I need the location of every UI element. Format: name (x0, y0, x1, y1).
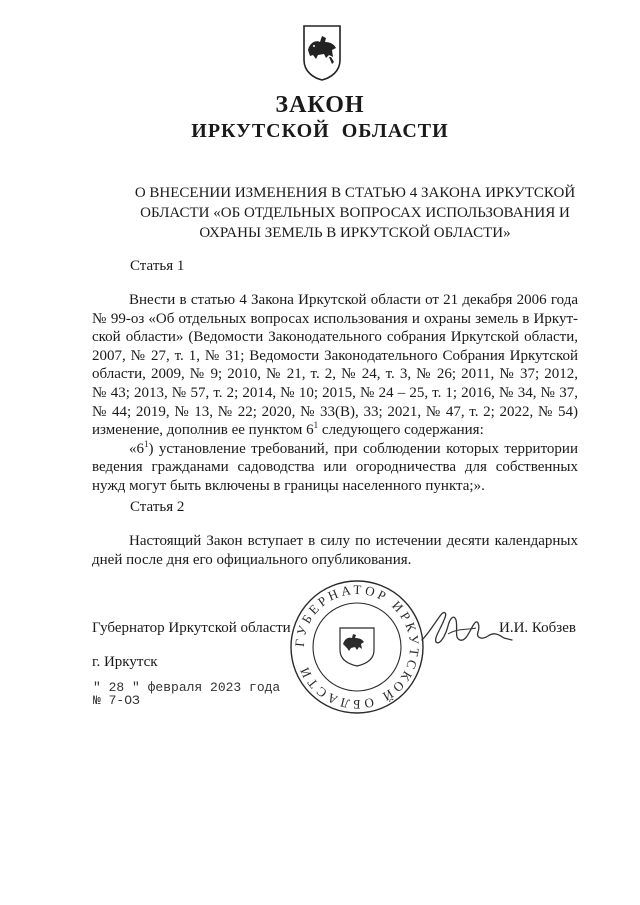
quoted-clause-text: «6 (129, 440, 144, 457)
article-1-line: Внести в статью 4 Закона Иркутской области от 21 декабря 2006 года (129, 292, 578, 308)
law-date: " 28 " февраля 2023 года (93, 680, 281, 695)
article-1-text: следующего содержания: (318, 422, 484, 439)
article-2-line: Настоящий Закон вступает в силу по истечении десяти календарных (129, 533, 578, 549)
article-1-line (92, 421, 578, 440)
article-2-heading: Статья 2 (130, 499, 185, 515)
document-title: ЗАКОН (275, 92, 365, 118)
article-1-line: ской области» (Ведомости Законодательного собрания Иркутской области, (92, 329, 578, 346)
article-2-body (92, 532, 578, 569)
official-round-seal-icon (288, 578, 426, 716)
quoted-clause-line: ведения гражданами садоводства или огородничества для собственных (92, 459, 578, 476)
governor-label: Губернатор Иркутской области (92, 620, 291, 636)
city-label: г. Иркутск (92, 654, 158, 670)
subject-line: ОХРАНЫ ЗЕМЕЛЬ В ИРКУТСКОЙ ОБЛАСТИ» (199, 225, 511, 241)
seal-text: ГУБЕРНАТОР ИРКУТСКОЙ ОБЛАСТИ (291, 581, 423, 713)
article-1-body (92, 291, 578, 496)
article-1-line: № 44; 2019, № 13, № 22; 2020, № 33(В), 33; 2021, № 47, т. 2; 2022, № 54) (92, 403, 578, 420)
article-1-line: № 43; 2013, № 57, т. 2; 2014, № 10; 2015, № 24 – 25, т. 1; 2016, № 34, № 37, (92, 384, 578, 401)
superscript: 1 (313, 420, 319, 431)
irkutsk-coat-of-arms-icon (302, 24, 342, 82)
article-1-text: изменение, дополнив ее пунктом 6 (92, 422, 314, 439)
law-number: № 7-ОЗ (93, 693, 140, 708)
article-1-line: 2007, № 27, т. 1, № 31; Ведомости Законодательного Собрания Иркутской (92, 347, 578, 364)
quoted-clause-text: ) установление требований, при соблюдении которых территории (148, 440, 578, 457)
article-1-line: № 99-оз «Об отдельных вопросах использования и охраны земель в Иркут- (92, 310, 578, 327)
article-1-line: области, 2009, № 9; 2010, № 21, т. 2, № 24, т. 3, № 26; 2011, № 37; 2012, (92, 366, 578, 383)
superscript: 1 (144, 438, 149, 449)
governor-name: И.И. Кобзев (499, 620, 576, 636)
article-1-heading: Статья 1 (130, 258, 185, 274)
quoted-clause-line (92, 440, 578, 459)
document-subtitle: ИРКУТСКОЙ ОБЛАСТИ (191, 120, 449, 142)
law-subject (116, 183, 594, 243)
article-2-line: дней после дня его официального опубликования. (92, 551, 412, 568)
subject-line: О ВНЕСЕНИИ ИЗМЕНЕНИЯ В СТАТЬЮ 4 ЗАКОНА ИРКУТСКОЙ (134, 185, 576, 201)
subject-line: ОБЛАСТИ «ОБ ОТДЕЛЬНЫХ ВОПРОСАХ ИСПОЛЬЗОВАНИЯ И (140, 205, 570, 221)
quoted-clause-line: нужд могут быть включены в границы населенного пункта;». (92, 477, 485, 494)
